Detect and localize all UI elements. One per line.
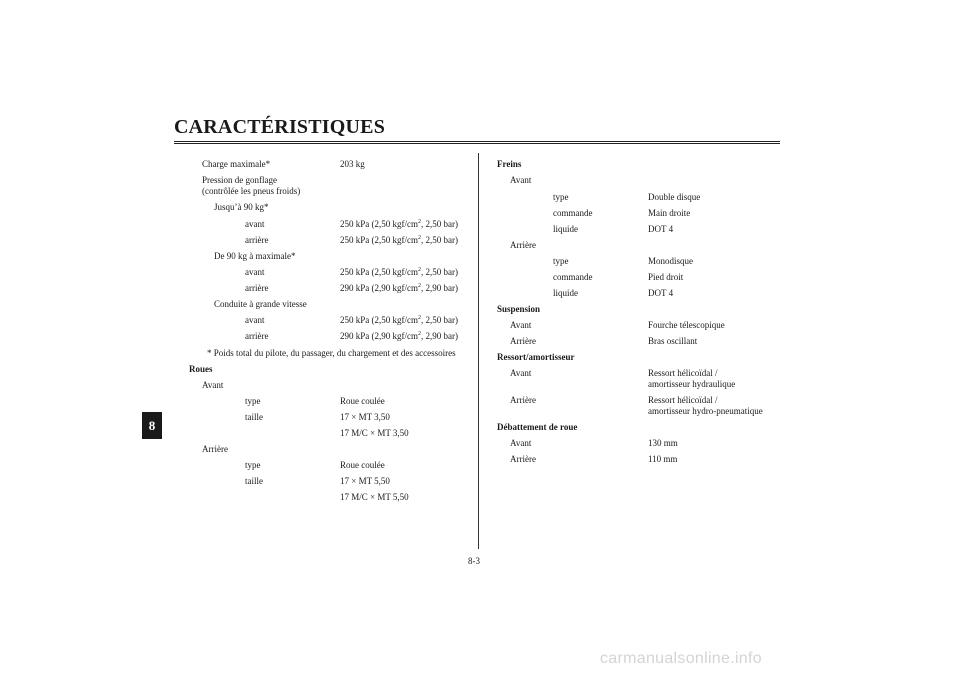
jusqua-avant-value: 250 kPa (2,50 kgf/$cm^2$, 2,50 bar) (340, 219, 458, 229)
conduite-label: Conduite à grande vitesse (214, 299, 307, 309)
freins-avant-type-value: Double disque (648, 192, 701, 202)
debattement-avant-label: Avant (510, 438, 532, 448)
roues-arriere-type-label: type (245, 460, 261, 470)
suspension-arriere-value: Bras oscillant (648, 336, 698, 346)
ressort-arriere-value-2: amortisseur hydro-pneumatique (648, 406, 763, 416)
de90-avant-value: 250 kPa (2,50 kgf/$cm^2$, 2,50 bar) (340, 267, 458, 277)
jusqua-arriere-label: arrière (245, 235, 269, 245)
freins-arriere-liquide-value: DOT 4 (648, 288, 674, 298)
conduite-avant-value: 250 kPa (2,50 kgf/$cm^2$, 2,50 bar) (340, 315, 458, 325)
roues-avant-taille-label: taille (245, 412, 263, 422)
conduite-avant-label: avant (245, 315, 265, 325)
roues-avant-label: Avant (202, 380, 224, 390)
roues-avant-type-label: type (245, 396, 261, 406)
ressort-avant-label: Avant (510, 368, 532, 378)
freins-avant-liquide-label: liquide (553, 224, 578, 234)
conduite-arriere-label: arrière (245, 331, 269, 341)
pression-label-2: (contrôlée les pneus froids) (202, 186, 301, 196)
debattement-avant-value: 130 mm (648, 438, 678, 448)
ressort-avant-value-1: Ressort hélicoïdal / (648, 368, 718, 378)
freins-arriere-label: Arrière (510, 240, 536, 250)
roues-avant-type-value: Roue coulée (340, 396, 385, 406)
roues-arriere-taille-value-2: 17 M/C × MT 5,50 (340, 492, 409, 502)
ressort-arriere-value-1: Ressort hélicoïdal / (648, 395, 718, 405)
roues-avant-taille-value-2: 17 M/C × MT 3,50 (340, 428, 409, 438)
debattement-arriere-label: Arrière (510, 454, 536, 464)
ressort-avant-value-2: amortisseur hydraulique (648, 379, 736, 389)
roues-arriere-taille-value-1: 17 × MT 5,50 (340, 476, 390, 486)
de90-arriere-value: 290 kPa (2,90 kgf/$cm^2$, 2,90 bar) (340, 283, 458, 293)
ressort-arriere-label: Arrière (510, 395, 536, 405)
jusqua-arriere-value: 250 kPa (2,50 kgf/$cm^2$, 2,50 bar) (340, 235, 458, 245)
freins-arriere-commande-value: Pied droit (648, 272, 684, 282)
freins-arriere-type-value: Monodisque (648, 256, 693, 266)
suspension-avant-value: Fourche télescopique (648, 320, 725, 330)
page-number: 8-3 (468, 556, 480, 566)
watermark: carmanualsonline.info (600, 650, 762, 667)
column-divider (478, 153, 479, 549)
freins-heading: Freins (497, 159, 522, 169)
chapter-tab: 8 (142, 412, 162, 439)
de90-label: De 90 kg à maximale* (214, 251, 296, 261)
charge-max-label: Charge maximale* (202, 159, 271, 169)
freins-arriere-commande-label: commande (553, 272, 593, 282)
jusqua-label: Jusqu’à 90 kg* (214, 202, 269, 212)
roues-heading: Roues (189, 364, 213, 374)
freins-arriere-liquide-label: liquide (553, 288, 578, 298)
roues-arriere-type-value: Roue coulée (340, 460, 385, 470)
suspension-arriere-label: Arrière (510, 336, 536, 346)
suspension-avant-label: Avant (510, 320, 532, 330)
debattement-heading: Débattement de roue (497, 422, 578, 432)
freins-avant-liquide-value: DOT 4 (648, 224, 674, 234)
roues-avant-taille-value-1: 17 × MT 3,50 (340, 412, 390, 422)
freins-avant-commande-value: Main droite (648, 208, 691, 218)
debattement-arriere-value: 110 mm (648, 454, 678, 464)
charge-max-value: 203 kg (340, 159, 365, 169)
jusqua-avant-label: avant (245, 219, 265, 229)
suspension-heading: Suspension (497, 304, 541, 314)
ressort-heading: Ressort/amortisseur (497, 352, 575, 362)
footnote: * Poids total du pilote, du passager, du chargement et des accessoires (207, 348, 456, 358)
de90-arriere-label: arrière (245, 283, 269, 293)
freins-avant-type-label: type (553, 192, 569, 202)
title-rule (174, 141, 780, 144)
freins-avant-commande-label: commande (553, 208, 593, 218)
de90-avant-label: avant (245, 267, 265, 277)
freins-arriere-type-label: type (553, 256, 569, 266)
freins-avant-label: Avant (510, 175, 532, 185)
page-title: CARACTÉRISTIQUES (174, 116, 386, 138)
conduite-arriere-value: 290 kPa (2,90 kgf/$cm^2$, 2,90 bar) (340, 331, 458, 341)
pression-label-1: Pression de gonflage (202, 175, 277, 185)
roues-arriere-label: Arrière (202, 444, 228, 454)
roues-arriere-taille-label: taille (245, 476, 263, 486)
